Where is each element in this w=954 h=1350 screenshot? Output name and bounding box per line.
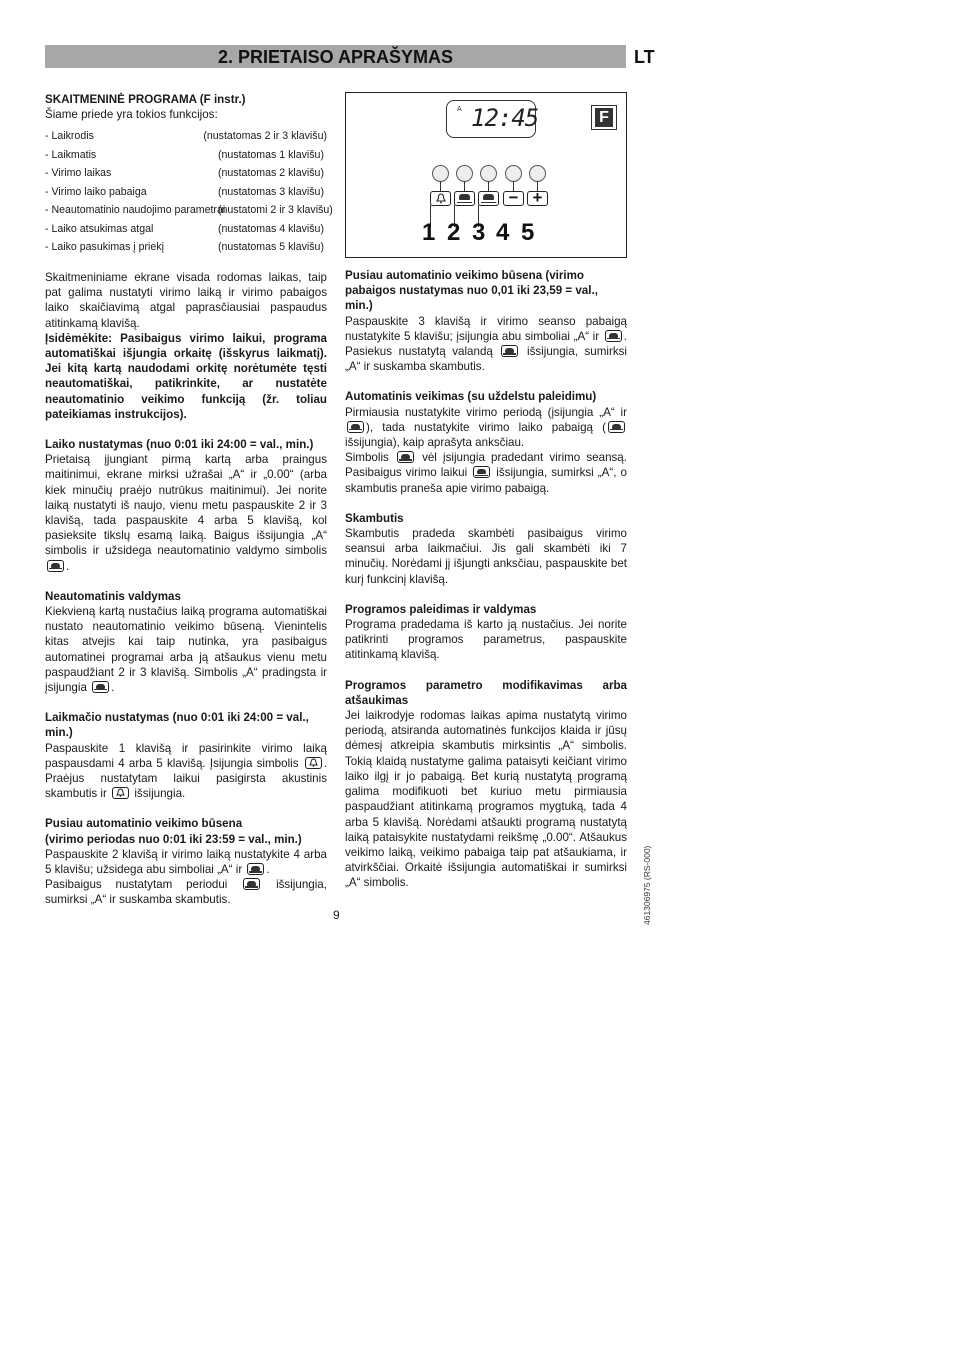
intro-paragraph: Skaitmeniniame ekrane visada rodomas laikas, taip pat galima nustatyti virimo laiką ir virimo pabaigos laiko skaičiavimą atgal paprasčiausiai paspaudus atitinkamą klavišą. bbox=[45, 270, 327, 330]
list-item: - Laikmatis (nustatomas 1 klavišu) bbox=[45, 148, 324, 161]
section-heading: Laiko nustatymas (nuo 0:01 iki 24:00 = val., min.) bbox=[45, 437, 314, 451]
pot-icon bbox=[605, 330, 622, 342]
connector-line bbox=[537, 181, 538, 191]
section-program-modify bbox=[345, 678, 627, 891]
section-text: Paspauskite 2 klavišą ir virimo laiką nustatykite 4 arba 5 klavišu; užsidega abu simboliai „A“ ir . bbox=[45, 847, 327, 877]
indicator-light bbox=[505, 165, 522, 182]
list-item: - Laikrodis (nustatomas 2 ir 3 klavišu) bbox=[45, 130, 327, 143]
section-heading: Pusiau automatinio veikimo būsena bbox=[45, 817, 243, 831]
pot-icon bbox=[608, 421, 625, 433]
intro-subtitle: Šiame priede yra tokios funkcijos: bbox=[45, 108, 218, 122]
connector-line bbox=[464, 181, 465, 191]
section-heading: Programos parametro modifikavimas arba atšaukimas bbox=[345, 678, 627, 707]
intro-text bbox=[45, 270, 327, 422]
list-item: - Virimo laikas (nustatomas 2 klavišu) bbox=[45, 167, 324, 180]
section-semi-auto-end bbox=[345, 268, 627, 374]
pot-icon bbox=[459, 194, 470, 200]
section-heading-2: (virimo periodas nuo 0:01 iki 23:59 = val., min.) bbox=[45, 832, 302, 846]
section-heading: Programos paleidimas ir valdymas bbox=[345, 602, 537, 616]
pot-icon bbox=[92, 681, 109, 693]
f-instruction-badge: F bbox=[591, 105, 617, 130]
control-panel-figure bbox=[345, 92, 627, 258]
pot-icon bbox=[243, 878, 260, 890]
list-item: - Laiko atsukimas atgal (nustatomas 4 klavišu) bbox=[45, 222, 324, 235]
bell-icon bbox=[305, 757, 322, 769]
key-number: 4 bbox=[496, 219, 510, 246]
pot-key[interactable] bbox=[454, 191, 475, 206]
key-number: 5 bbox=[521, 219, 535, 246]
header-bar bbox=[45, 45, 626, 68]
warning-paragraph: Įsidėmėkite: Pasibaigus virimo laikui, programa automatiškai išjungia orkaitę (išskyrus laikmatį). Jei kitą kartą naudodami orkitę norėtumėte tęsti neautomatiškai, patikrinkite, ar nustatėte neautomatinio veikimo funkciją (žr. toliau pateikiamas instrukcijos). bbox=[45, 331, 327, 421]
section-text-2: Simbolis vėl įsijungia pradedant virimo seansą. Pasibaigus virimo laikui išsijungia, sumirksi „A“, o skambutis praneša apie virimo pabaigą. bbox=[345, 451, 627, 495]
bell-icon bbox=[112, 787, 129, 799]
plus-key[interactable]: + bbox=[527, 191, 548, 206]
key-number: 3 bbox=[472, 219, 486, 246]
indicator-light bbox=[480, 165, 497, 182]
function-list bbox=[45, 127, 333, 257]
key-number: 2 bbox=[447, 219, 461, 246]
section-text: Programa pradedama iš karto ją nustačius. Jei norite patikrinti programos parametrus, paspauskite atitinkamą klavišą. bbox=[345, 618, 627, 662]
connector-line bbox=[513, 181, 514, 191]
section-text: Kiekvieną kartą nustačius laiką programa automatiškai nustato neautomatinio veikimo būseną. Vienintelis kitas atvejis kai taip nutinka, yra pasibaigus automatinei programai arba ją atšaukus vienu metu paspaudžiant 2 ir 3 klavišą. Simbolis „A“ pradingsta ir įsijungia . bbox=[45, 604, 327, 694]
minus-key[interactable]: − bbox=[503, 191, 524, 206]
section-text: Paspauskite 3 klavišą ir virimo seanso pabaigą nustatykite 5 klavišu; įsijungia abu simboliai „A“ ir . Pasiekus nustatytą valandą išsijungia, sumirksi „A“ ir suskamba skambutis. bbox=[345, 314, 627, 374]
list-item: - Virimo laiko pabaiga (nustatomas 3 klavišu) bbox=[45, 185, 324, 198]
connector-line bbox=[488, 181, 489, 191]
section-time-setting bbox=[45, 437, 327, 574]
lcd-display bbox=[446, 100, 539, 138]
pot-icon bbox=[347, 421, 364, 433]
section-text: Pirmiausia nustatykite virimo periodą (įsijungia „A“ ir), tada nustatykite virimo laiko pabaigą ( išsijungia), kaip aprašyta anksčiau. bbox=[345, 405, 627, 450]
section-text: Paspauskite 1 klavišą ir pasirinkite virimo laiką paspausdami 4 arba 5 klavišą. Įsijungia simbolis . Praėjus nustatytam laikui pasigirsta akustinis skambutis ir išsijungia. bbox=[45, 741, 327, 801]
connector-line bbox=[440, 181, 441, 191]
section-bell bbox=[345, 511, 627, 587]
section-heading: Pusiau automatinio veikimo būsena (virimo pabaigos nustatymas nuo 0,01 iki 23,59 = val., min.) bbox=[345, 269, 598, 313]
indicator-light bbox=[456, 165, 473, 182]
section-semi-auto bbox=[45, 816, 327, 907]
section-text: Skambutis pradeda skambėti pasibaigus virimo seansui arba laikmačiui. Jis gali skambėti iki 7 minučių. Norėdami jį išjungti anksčiau, paspauskite bet kurį funkcinį klavišą. bbox=[345, 527, 627, 586]
indicator-light bbox=[432, 165, 449, 182]
pot-icon bbox=[47, 560, 64, 572]
key-number: 1 bbox=[422, 219, 436, 246]
section-program-start bbox=[345, 602, 627, 663]
pot-icon bbox=[247, 863, 264, 875]
section-timer bbox=[45, 710, 327, 801]
section-text: Jei laikrodyje rodomas laikas apima nustatytą virimo periodą, atsiranda automatinės funkcijos klaida ir jūsų dėmesį atkreipia skambutis mirksintis „A“ simbolis. Tokią klaidą nustatyme galima pataisyti keičiant virimo laiko ilgį ir jo pabaigą. Bet kurią nustatytą programą galima modifikuoti bet kuriuo metu pirmiausia paspaudžiant atitinkamą programos mygtuką, tada 4 arba 5 klavišą. Norėdami atšaukti programą nustatytą laiką pataisykite nustatydami reikšmę „0.00“. Atšaukus veikimo laiką, veikimo pabaiga taip pat atšaukiama, ir atvirkščiai. Orkaitė išsijungia automatiškai ir sumirksi „A“ simbolis. bbox=[345, 709, 627, 890]
section-heading: Skambutis bbox=[345, 511, 404, 525]
section-text-2: Pasibaigus nustatytam periodui išsijungia, sumirksi „A“ ir suskamba skambutis. bbox=[45, 878, 327, 907]
left-column bbox=[45, 92, 333, 923]
bell-icon bbox=[436, 193, 446, 204]
indicator-light bbox=[529, 165, 546, 182]
lcd-mode-indicator: A bbox=[457, 106, 462, 113]
document-code: 461306975 (RS-000) bbox=[642, 845, 652, 925]
pot-icon bbox=[473, 466, 490, 478]
pot-icon bbox=[483, 194, 494, 200]
section-heading: Automatinis veikimas (su uždelstu paleidimu) bbox=[345, 390, 597, 404]
pot-icon bbox=[397, 451, 414, 463]
section-automatic bbox=[345, 389, 627, 495]
intro-heading: SKAITMENINĖ PROGRAMA (F instr.) bbox=[45, 93, 246, 106]
list-item: - Neautomatinio naudojimo parametrai (nustatomi 2 ir 3 klavišu) bbox=[45, 204, 333, 217]
section-text: Prietaisą įjungiant pirmą kartą arba praingus maitinimui, ekrane mirksi užrašai „A“ ir „0.00“ (arba kiek minučių praėjo nutrūkus maitinimui). Jei norite laiką nustatyti iš naujo, vienu metu paspauskite 2 ir 3 klavišą, tada paspauskite 4 arba 5 klavišą, kol pasieksite tikslų esamą laiką. Baigus išsijungia „A“ simbolis ir užsidega neautomatinio valdymo simbolis . bbox=[45, 453, 327, 573]
bell-key[interactable] bbox=[430, 191, 451, 206]
page-number: 9 bbox=[333, 908, 340, 922]
page-title: 2. PRIETAISO APRAŠYMAS bbox=[217, 47, 454, 67]
section-heading: Neautomatinis valdymas bbox=[45, 589, 181, 603]
section-manual-control bbox=[45, 589, 327, 695]
language-code: LT bbox=[634, 47, 655, 67]
section-heading: Laikmačio nustatymas (nuo 0:01 iki 24:00 = val., min.) bbox=[45, 711, 309, 740]
pot-end-key[interactable] bbox=[478, 191, 499, 206]
lcd-time: 12:45 bbox=[471, 104, 539, 132]
right-column bbox=[345, 268, 627, 906]
list-item: - Laiko pasukimas į priekį (nustatomas 5 klavišu) bbox=[45, 241, 324, 254]
pot-icon bbox=[501, 345, 518, 357]
